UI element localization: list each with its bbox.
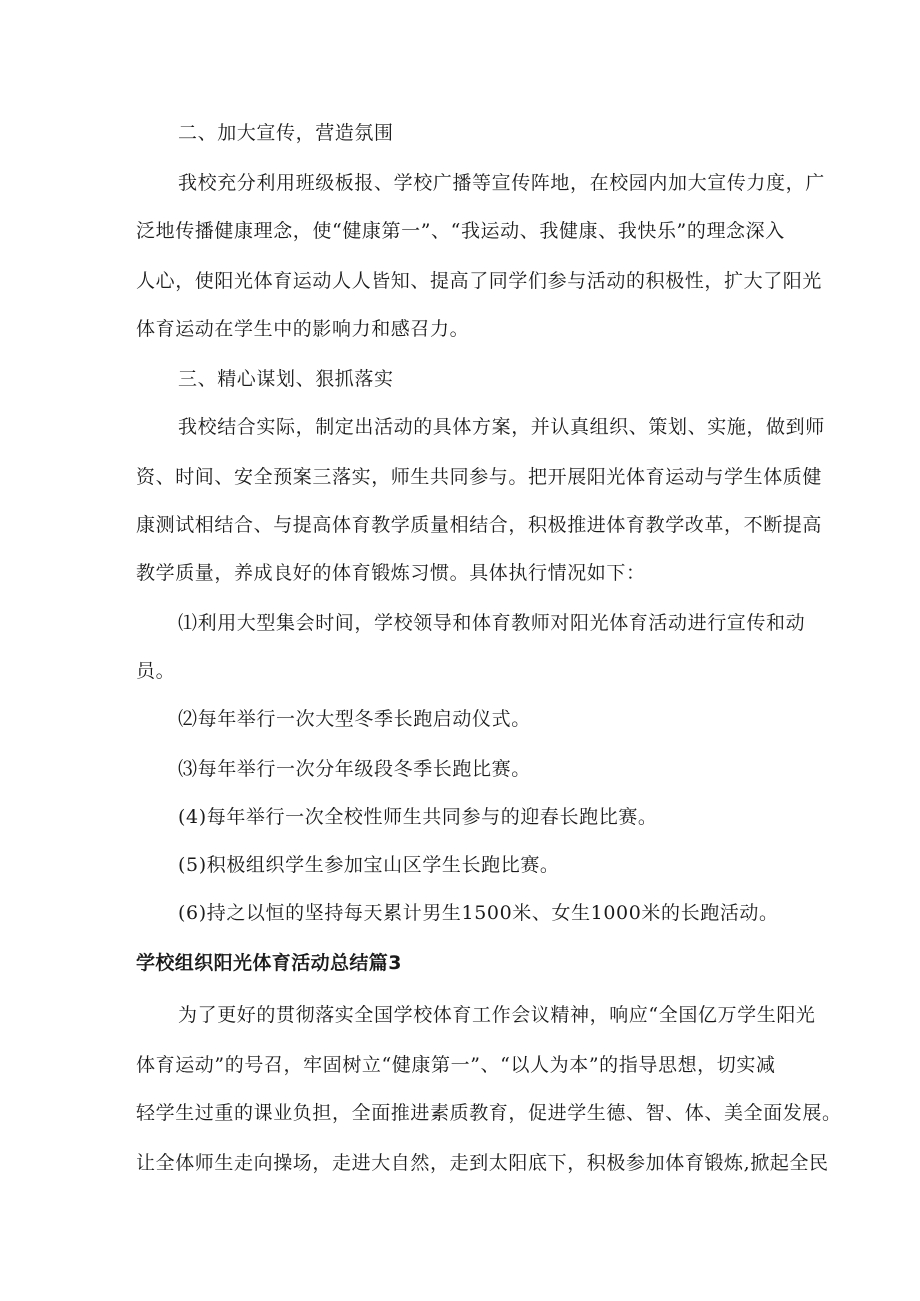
article-paragraph-line	[0, 1052, 920, 1078]
list-item-continuation	[0, 658, 920, 684]
section-2-title	[0, 120, 920, 146]
section-2-paragraph-line	[0, 218, 920, 244]
paragraph-text: 体育运动”的号召，牢固树立“健康第一”、“以人为本”的指导思想，切实减	[136, 1054, 776, 1076]
list-item-text: ⑵每年举行一次大型冬季长跑启动仪式。	[178, 708, 531, 730]
section-3-paragraph-line	[0, 512, 920, 538]
section-2-paragraph-line	[0, 316, 920, 342]
paragraph-text: 教学质量，养成良好的体育锻炼习惯。具体执行情况如下：	[136, 562, 646, 584]
paragraph-text: 泛地传播健康理念，使“健康第一”、“我运动、我健康、我快乐”的理念深入	[136, 220, 785, 242]
list-item	[0, 852, 920, 878]
list-item-text: (5)积极组织学生参加宝山区学生长跑比赛。	[178, 854, 560, 876]
paragraph-text: 康测试相结合、与提高体育教学质量相结合，积极推进体育教学改革，不断提高	[136, 514, 823, 536]
section-2-paragraph-line	[0, 170, 920, 196]
section-3-title	[0, 366, 920, 392]
list-item-text: ⑶每年举行一次分年级段冬季长跑比赛。	[178, 758, 531, 780]
paragraph-text: 为了更好的贯彻落实全国学校体育工作会议精神，响应“全国亿万学生阳光	[178, 1004, 816, 1026]
paragraph-text: 人心，使阳光体育运动人人皆知、提高了同学们参与活动的积极性，扩大了阳光	[136, 270, 823, 292]
article-paragraph-line	[0, 1002, 920, 1028]
list-item-text: ⑴利用大型集会时间，学校领导和体育教师对阳光体育活动进行宣传和动	[178, 612, 806, 634]
list-item	[0, 756, 920, 782]
list-item	[0, 900, 920, 926]
list-item-text: (4)每年举行一次全校性师生共同参与的迎春长跑比赛。	[178, 806, 658, 828]
section-2-paragraph-line	[0, 268, 920, 294]
paragraph-text: 让全体师生走向操场，走进大自然，走到太阳底下，积极参加体育锻炼,掀起全民	[136, 1152, 829, 1174]
article-heading	[0, 950, 920, 976]
section-3-paragraph-line	[0, 464, 920, 490]
paragraph-text: 我校充分利用班级板报、学校广播等宣传阵地，在校园内加大宣传力度，广	[178, 172, 825, 194]
paragraph-text: 资、时间、安全预案三落实，师生共同参与。把开展阳光体育运动与学生体质健	[136, 466, 823, 488]
list-item-text: (6)持之以恒的坚持每天累计男生1500米、女生1000米的长跑活动。	[178, 902, 779, 924]
section-3-paragraph-line	[0, 560, 920, 586]
section-3-title-text: 三、精心谋划、狠抓落实	[178, 368, 394, 390]
article-paragraph-line	[0, 1150, 920, 1176]
list-item-text: 员。	[136, 660, 176, 682]
list-item	[0, 610, 920, 636]
section-2-title-text: 二、加大宣传，营造氛围	[178, 122, 394, 144]
article-heading-text: 学校组织阳光体育活动总结篇3	[136, 952, 402, 974]
paragraph-text: 我校结合实际，制定出活动的具体方案，并认真组织、策划、实施，做到师	[178, 416, 825, 438]
section-3-paragraph-line	[0, 414, 920, 440]
paragraph-text: 体育运动在学生中的影响力和感召力。	[136, 318, 470, 340]
list-item	[0, 804, 920, 830]
paragraph-text: 轻学生过重的课业负担，全面推进素质教育，促进学生德、智、体、美全面发展。	[136, 1102, 842, 1124]
list-item	[0, 706, 920, 732]
article-paragraph-line	[0, 1100, 920, 1126]
